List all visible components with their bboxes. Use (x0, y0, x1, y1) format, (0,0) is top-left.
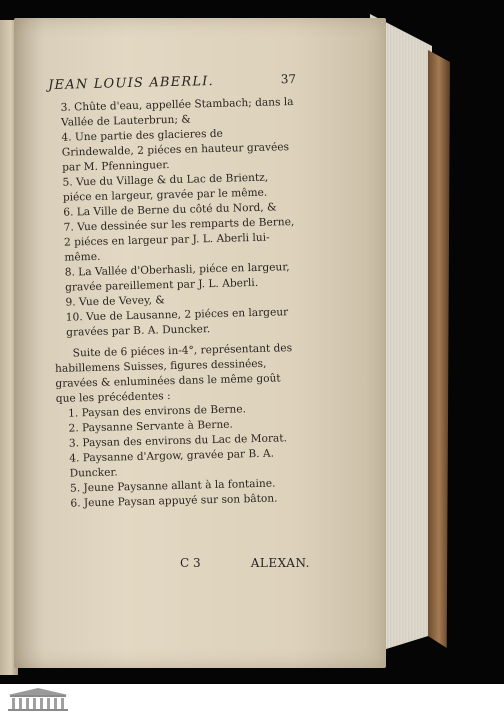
suite-item-4: 4. Paysanne d'Argow, gravée par B. A. Duncker. (69, 447, 275, 480)
entry-9: 9. Vue de Vevey, & (65, 294, 165, 309)
signature-mark: C 3 (180, 556, 201, 570)
suite-item-5: 5. Jeune Paysanne allant à la fontaine. (69, 477, 276, 495)
catchword: ALEXAN. (250, 556, 310, 570)
suite-item-6: 6. Jeune Paysan appuyé sur son bâton. (70, 492, 278, 510)
entry-10: 10. Vue de Lausanne, 2 piéces en largeur gravées par B. A. Duncker. (65, 306, 289, 339)
library-building-icon (4, 686, 72, 711)
logo-strip (0, 684, 504, 713)
entry-list (49, 95, 303, 341)
running-title: JEAN LOUIS ABERLI. (48, 73, 215, 93)
suite-paragraph: Suite de 6 piéces in-4°, représentant des habillemens Suisses, figures dessinées, gravées & enluminées dans le même goût que les précédentes : (54, 342, 293, 405)
page-number: 37 (280, 71, 297, 87)
suite-item-1: 1. Paysan des environs de Berne. (68, 403, 247, 420)
entry-6: 6. La Ville de Berne du côté du Nord, & (63, 201, 277, 219)
page-footer (180, 556, 310, 570)
entry-3: 3. Chûte d'eau, appellée Stambach; dans la Vallée de Lauterbrun; & (60, 96, 294, 129)
entry-8: 8. La Vallée d'Oberhasli, piéce en largeur, gravée pareillement par J. L. Aberli. (64, 261, 290, 294)
suite-list (56, 401, 306, 512)
entry-5: 5. Vue du Village & du Lac de Brientz, piéce en largeur, gravée par le même. (62, 171, 269, 204)
entry-4: 4. Une partie des glacieres de Grindewalde, 2 piéces en hauteur gravées par M. Pfenninguer. (61, 127, 290, 174)
suite-item-3: 3. Paysan des environs du Lac de Morat. (68, 432, 288, 450)
page-text (48, 72, 307, 512)
book-cover-edge (428, 50, 450, 648)
suite-item-2: 2. Paysanne Servante à Berne. (68, 418, 234, 435)
entry-7: 7. Vue dessinée sur les remparts de Berne, 2 piéces en largeur par J. L. Aberli lui-même. (63, 216, 295, 264)
